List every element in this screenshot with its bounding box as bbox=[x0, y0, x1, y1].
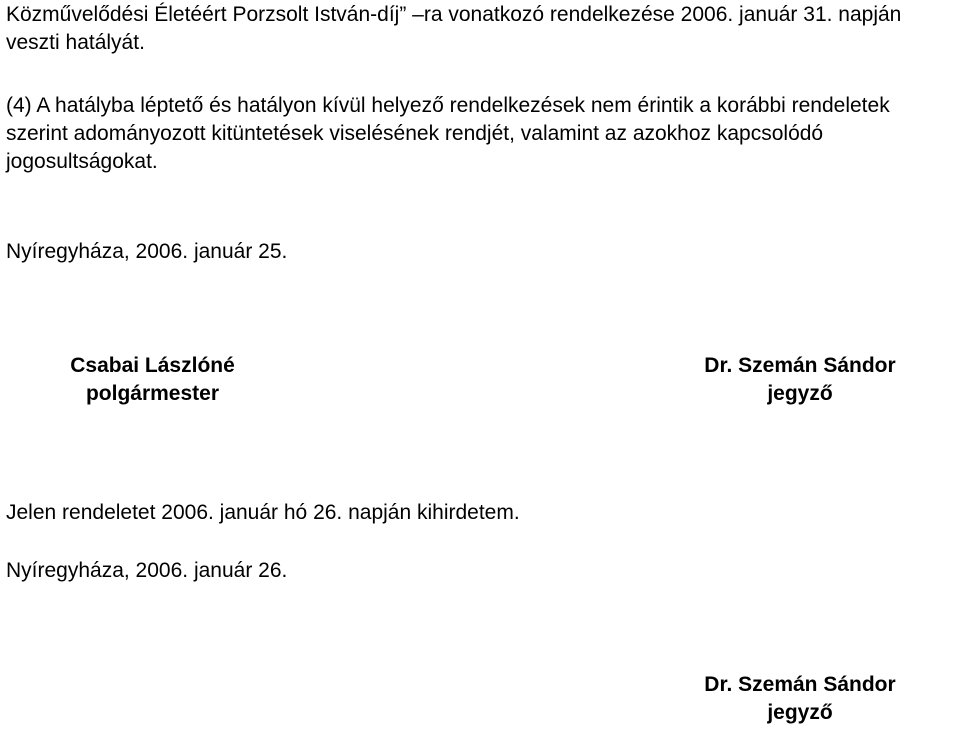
paragraph-4: (4) A hatályba léptető és hatályon kívül helyező rendelkezések nem érintik a korábbi rendeletek szerint adományozott kitüntetések viselésének rendjét, valamint az azokhoz kapcsolódó jogosultságokat. bbox=[6, 94, 890, 173]
signature-final-title: jegyző bbox=[767, 701, 833, 724]
place-date-first: Nyíregyháza, 2006. január 25. bbox=[6, 240, 288, 263]
signature-block-final bbox=[670, 671, 930, 727]
signature-mayor-name: Csabai Lászlóné bbox=[70, 354, 235, 377]
signature-block-mayor bbox=[40, 352, 265, 408]
promulgation-statement: Jelen rendeletet 2006. január hó 26. napján kihirdetem. bbox=[6, 501, 520, 524]
signature-block-notary bbox=[670, 352, 930, 408]
signature-mayor-title: polgármester bbox=[85, 382, 220, 405]
signature-notary-name: Dr. Szemán Sándor bbox=[704, 354, 896, 377]
intro-paragraph: Közművelődési Életéért Porzsolt István-díj” –ra vonatkozó rendelkezése 2006. január 31. napján veszti hatályát. bbox=[6, 3, 902, 54]
signature-final-name: Dr. Szemán Sándor bbox=[704, 673, 896, 696]
signature-notary-title: jegyző bbox=[767, 382, 833, 405]
place-date-second: Nyíregyháza, 2006. január 26. bbox=[6, 559, 288, 582]
